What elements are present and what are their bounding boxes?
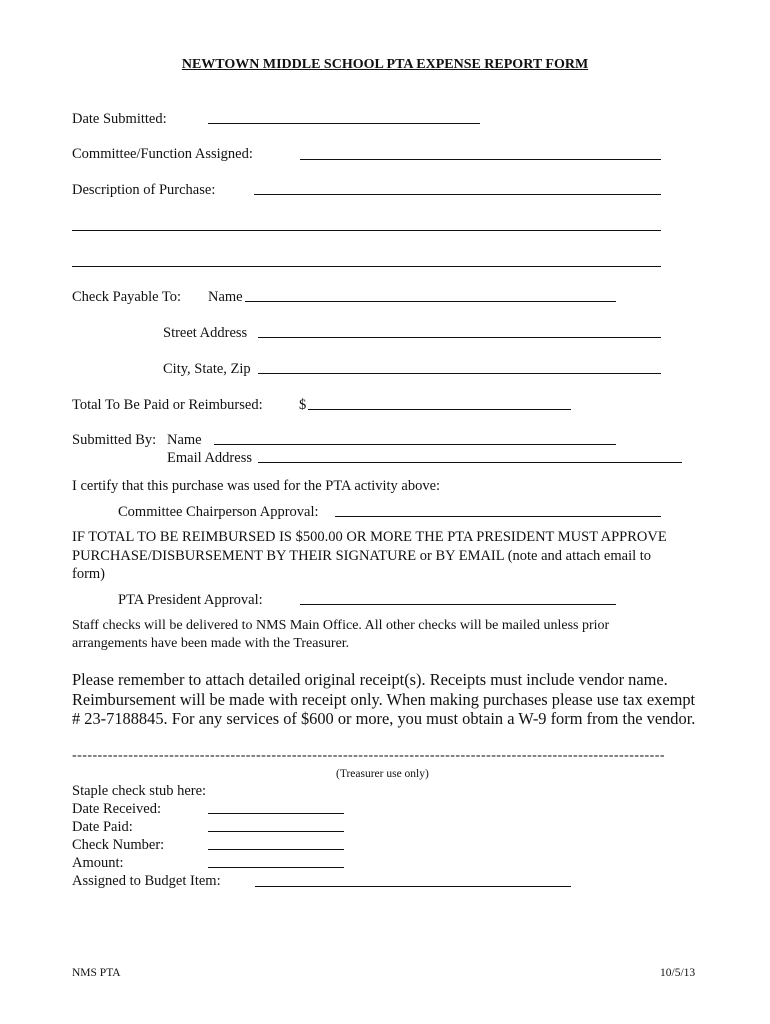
submitted-by-label: Submitted By: xyxy=(72,432,157,448)
chair-approval-label: Committee Chairperson Approval: xyxy=(118,504,319,520)
committee-line[interactable] xyxy=(300,159,661,160)
date-submitted-line[interactable] xyxy=(208,123,480,124)
city-state-zip-line[interactable] xyxy=(258,373,661,374)
city-state-zip-label: City, State, Zip xyxy=(163,361,251,377)
chair-approval-line[interactable] xyxy=(335,516,661,517)
email-label: Email Address xyxy=(167,450,252,466)
footer-date: 10/5/13 xyxy=(660,967,696,979)
dollar-sign: $ xyxy=(299,397,307,413)
president-approval-line[interactable] xyxy=(300,604,616,605)
reimbursement-notice: IF TOTAL TO BE REIMBURSED IS $500.00 OR MORE THE PTA PRESIDENT MUST APPROVE PURCHASE/DISBURSEMENT BY THEIR SIGNATURE or BY EMAIL (note and attach email to form) xyxy=(72,529,667,582)
staple-label: Staple check stub here: xyxy=(72,783,207,799)
submitted-name-label: Name xyxy=(167,432,202,448)
amount-line[interactable] xyxy=(208,867,344,868)
treasurer-divider: -------------------------------------------------------------------------------------------------------------------- xyxy=(72,748,666,763)
street-address-label: Street Address xyxy=(163,325,248,341)
check-number-line[interactable] xyxy=(208,849,344,850)
payee-name-line[interactable] xyxy=(245,301,616,302)
budget-item-label: Assigned to Budget Item: xyxy=(72,873,221,889)
budget-item-line[interactable] xyxy=(255,886,571,887)
check-number-label: Check Number: xyxy=(72,837,165,853)
receipt-instructions: Please remember to attach detailed original receipt(s). Receipts must include vendor name. Reimbursement will be made with receipt only. When making purchases please use tax exempt # 23-7188845. For any services of $600 or more, you must obtain a W-9 form from the vendor. xyxy=(72,670,696,729)
date-received-line[interactable] xyxy=(208,813,344,814)
submitted-name-line[interactable] xyxy=(214,444,616,445)
president-approval-label: PTA President Approval: xyxy=(118,592,263,608)
certify-text: I certify that this purchase was used for the PTA activity above: xyxy=(72,478,441,494)
date-paid-line[interactable] xyxy=(208,831,344,832)
description-label: Description of Purchase: xyxy=(72,182,216,198)
date-submitted-label: Date Submitted: xyxy=(72,111,167,127)
street-address-line[interactable] xyxy=(258,337,661,338)
description-line-2[interactable] xyxy=(72,230,661,231)
total-label: Total To Be Paid or Reimbursed: xyxy=(72,397,263,413)
check-payable-label: Check Payable To: xyxy=(72,289,182,305)
date-received-label: Date Received: xyxy=(72,801,161,817)
description-line-1[interactable] xyxy=(254,194,661,195)
treasurer-heading: (Treasurer use only) xyxy=(336,768,429,780)
description-line-3[interactable] xyxy=(72,266,661,267)
email-line[interactable] xyxy=(258,462,682,463)
page-title: NEWTOWN MIDDLE SCHOOL PTA EXPENSE REPORT FORM xyxy=(181,57,589,72)
total-line[interactable] xyxy=(308,409,571,410)
footer-left: NMS PTA xyxy=(72,967,121,979)
staff-checks-note: Staff checks will be delivered to NMS Main Office. All other checks will be mailed unless prior arrangements have been made with the Treasurer. xyxy=(72,618,610,651)
committee-label: Committee/Function Assigned: xyxy=(72,146,253,162)
date-paid-label: Date Paid: xyxy=(72,819,133,835)
payee-name-label: Name xyxy=(208,289,243,305)
amount-label: Amount: xyxy=(72,855,124,871)
